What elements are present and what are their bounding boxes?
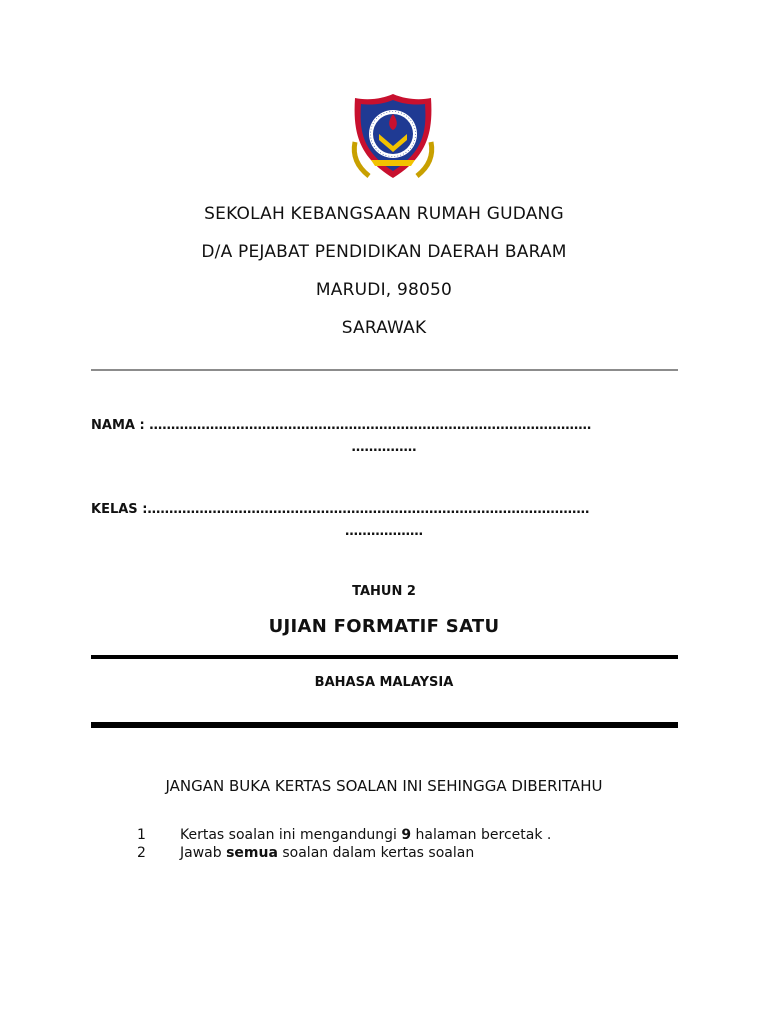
instruction-text-pre: Kertas soalan ini mengandungi xyxy=(180,827,402,843)
subject-divider-bottom xyxy=(91,726,678,728)
instruction-text-bold: semua xyxy=(226,845,278,861)
header-divider xyxy=(91,369,678,371)
instruction-item-2 xyxy=(137,845,474,861)
school-address-line-1: D/A PEJABAT PENDIDIKAN DAERAH BARAM xyxy=(201,242,567,262)
instruction-number: 2 xyxy=(137,845,146,861)
instruction-item-1 xyxy=(137,827,551,843)
kelas-dots-continued: ……………… xyxy=(345,524,423,539)
kelas-dots: ………………………………………………………………………………………… xyxy=(147,502,590,517)
exam-subject: BAHASA MALAYSIA xyxy=(314,675,454,690)
nama-label: NAMA : xyxy=(91,418,150,433)
instruction-text-pre: Jawab xyxy=(180,845,227,861)
instruction-text-bold: 9 xyxy=(401,827,412,843)
nama-dots-continued: …………… xyxy=(351,440,417,455)
school-crest-logo xyxy=(345,90,441,186)
title-divider xyxy=(91,655,678,659)
exam-year: TAHUN 2 xyxy=(352,584,416,599)
instruction-number: 1 xyxy=(137,827,146,843)
instruction-text-post: soalan dalam kertas soalan xyxy=(277,845,475,861)
nama-dots: ………………………………………………………………………………………… xyxy=(149,418,592,433)
instruction-text-post: halaman bercetak . xyxy=(411,827,552,843)
nama-field[interactable] xyxy=(91,418,678,433)
instructions-heading: JANGAN BUKA KERTAS SOALAN INI SEHINGGA DIBERITAHU xyxy=(165,777,603,795)
school-address-line-2: MARUDI, 98050 xyxy=(315,280,453,300)
exam-title: UJIAN FORMATIF SATU xyxy=(268,616,500,637)
school-state: SARAWAK xyxy=(341,318,427,338)
kelas-label: KELAS : xyxy=(91,502,148,517)
kelas-field[interactable] xyxy=(91,502,678,517)
school-name: SEKOLAH KEBANGSAAN RUMAH GUDANG xyxy=(204,204,564,224)
